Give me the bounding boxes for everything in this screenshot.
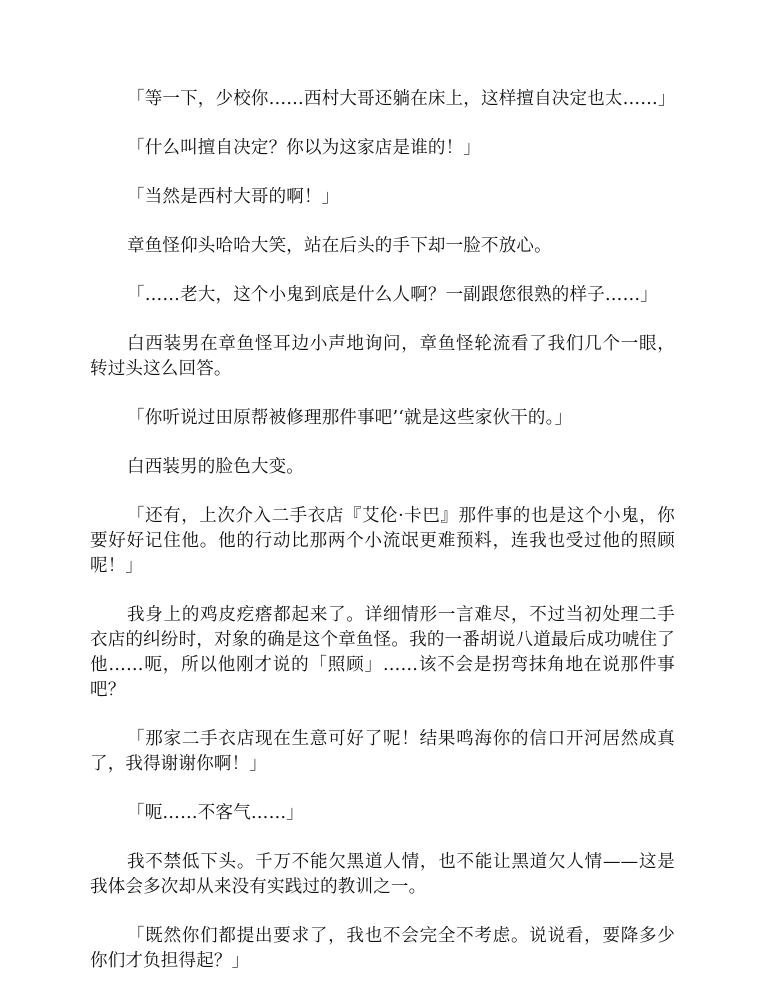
paragraph: 「既然你们都提出要求了，我也不会完全不考虑。说说看，要降多少你们才负担得起？」 bbox=[90, 926, 675, 971]
paragraph: 章鱼怪仰头哈哈大笑，站在后头的手下却一脸不放心。 bbox=[127, 236, 552, 256]
paragraph: 「那家二手衣店现在生意可好了呢！结果鸣海你的信口开河居然成真了，我得谢谢你啊！」 bbox=[90, 729, 675, 774]
paragraph: 「……老大，这个小鬼到底是什么人啊？一副跟您很熟的样子……」 bbox=[127, 285, 658, 305]
paragraph: 白西装男的脸色大变。 bbox=[127, 457, 304, 477]
document-page bbox=[90, 87, 675, 998]
paragraph: 「还有，上次介入二手衣店『艾伦·卡巴』那件事的也是这个小鬼，你要好好记住他。他的行动比那两个小流氓更难预料，连我也受过他的照顾呢！」 bbox=[90, 506, 675, 576]
paragraph: 「你听说过田原帮被修理那件事吧’‘就是这些家伙干的。」 bbox=[127, 408, 573, 428]
paragraph: 白西装男在章鱼怪耳边小声地询问，章鱼怪轮流看了我们几个一眼，转过头这么回答。 bbox=[90, 334, 675, 379]
paragraph: 「什么叫擅自决定？你以为这家店是谁的！」 bbox=[127, 138, 481, 158]
paragraph: 我身上的鸡皮疙瘩都起来了。详细情形一言难尽，不过当初处理二手衣店的纠纷时，对象的确是这个章鱼怪。我的一番胡说八道最后成功唬住了他……呃，所以他刚才说的「照顾」……该不会是拐弯抹角地在说那件事吧？ bbox=[90, 605, 675, 700]
paragraph: 「等一下，少校你……西村大哥还躺在床上，这样擅自决定也太……」 bbox=[127, 89, 676, 109]
paragraph: 「当然是西村大哥的啊！」 bbox=[127, 187, 340, 207]
paragraph: 「呃……不客气……」 bbox=[127, 803, 304, 823]
paragraph: 我不禁低下头。千万不能欠黑道人情，也不能让黑道欠人情——这是我体会多次却从来没有实践过的教训之一。 bbox=[90, 852, 675, 897]
